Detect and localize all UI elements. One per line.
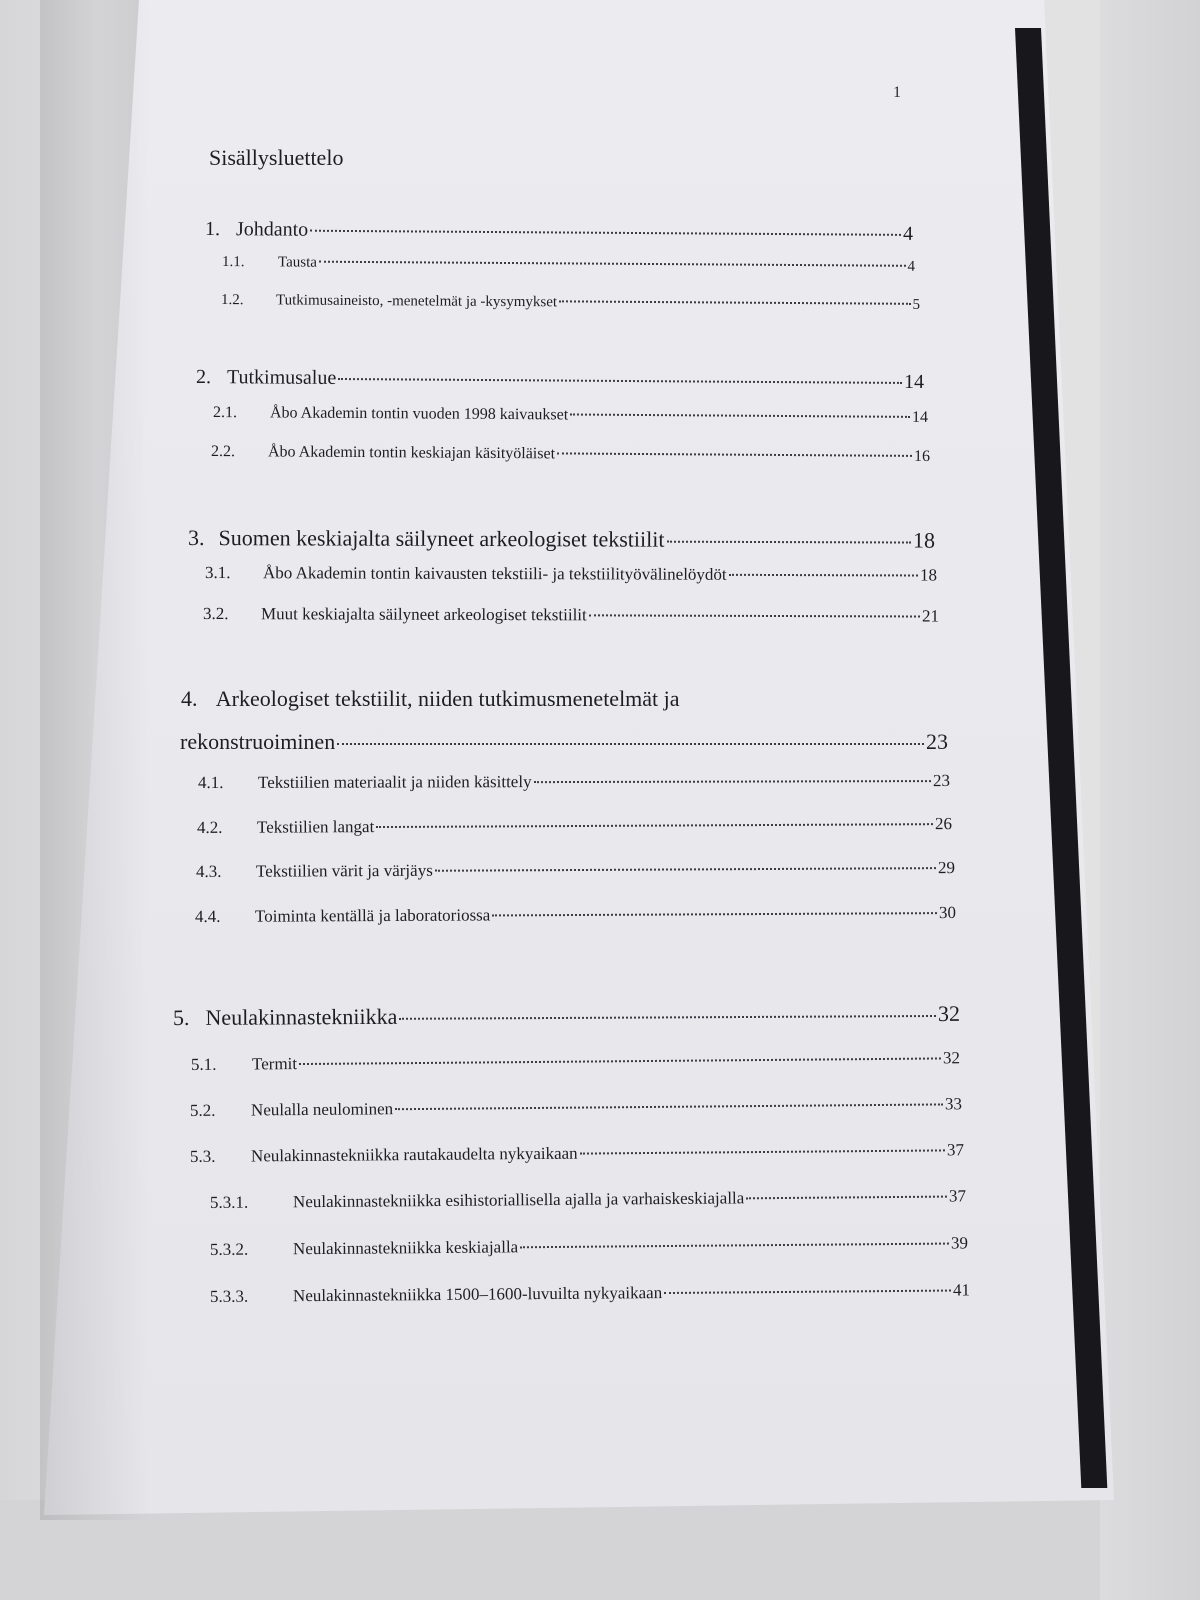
back-cover-area <box>1100 0 1200 1600</box>
toc-leader-dots <box>310 230 901 236</box>
toc-entry-title: Åbo Akademin tontin keskiajan käsityöläiset <box>267 443 556 463</box>
toc-leader-dots <box>395 1103 943 1110</box>
toc-entry-number: 4. <box>181 686 198 711</box>
toc-entry-page: 32 <box>942 1048 961 1068</box>
toc-entry-title: Johdanto <box>235 218 309 241</box>
toc-entry-page: 30 <box>938 903 957 923</box>
toc-leader-dots <box>337 743 924 745</box>
toc-entry-title: Neulakinnastekniikka esihistoriallisella ajalla ja varhaiskeskiajalla <box>292 1188 745 1212</box>
table-surface <box>0 1500 1200 1600</box>
toc-entry-title: Tutkimusaineisto, -menetelmät ja -kysymykset <box>275 292 558 311</box>
toc-entry-page: 37 <box>946 1140 965 1160</box>
toc-entry-page: 14 <box>911 408 929 426</box>
toc-leader-dots <box>729 574 918 577</box>
toc-entry-5 <box>173 1001 960 1031</box>
toc-entry-page: 21 <box>921 606 940 626</box>
toc-entry-number: 1.1. <box>221 254 245 271</box>
toc-entry-number: 5.3. <box>189 1146 216 1166</box>
toc-leader-dots <box>319 261 906 267</box>
toc-leader-dots <box>589 614 920 617</box>
toc-leader-dots <box>376 823 933 828</box>
toc-entry-4-line1 <box>181 686 680 712</box>
toc-entry-number: 1.2. <box>220 292 244 309</box>
toc-entry-page: 18 <box>919 565 938 585</box>
toc-entry-title: Neulakinnastekniikka keskiajalla <box>292 1237 519 1259</box>
toc-entry-title: Neulalla neulominen <box>250 1099 394 1120</box>
toc-leader-dots <box>299 1057 941 1065</box>
toc-entry-title: Toiminta kentällä ja laboratoriossa <box>254 905 491 926</box>
toc-entry-page: 41 <box>952 1280 971 1300</box>
toc-entry-title: Tekstiilien värit ja värjäys <box>255 860 433 881</box>
toc-entry-page: 4 <box>902 222 914 245</box>
toc-entry-title: Neulakinnastekniikka 1500–1600-luvuilta nykyaikaan <box>292 1283 663 1306</box>
toc-entry-number: 5.3.3. <box>209 1286 249 1306</box>
toc-entry-title: Tausta <box>277 254 317 271</box>
toc-entry-title: Åbo Akademin tontin vuoden 1998 kaivaukset <box>269 404 569 424</box>
toc-entry-page: 16 <box>913 447 931 466</box>
page-number: 1 <box>893 84 901 101</box>
toc-entry-page: 32 <box>937 1000 961 1026</box>
toc-entry-number: 3.2. <box>202 604 229 624</box>
toc-entry-number: 4.3. <box>195 861 222 881</box>
toc-entry-title: Termit <box>251 1054 298 1074</box>
toc-entry-number: 2.1. <box>212 404 238 422</box>
toc-leader-dots <box>746 1196 947 1200</box>
toc-entry-title: Tekstiilien langat <box>256 817 375 837</box>
toc-entry-4-4 <box>195 903 956 927</box>
toc-entry-page: 14 <box>903 370 925 394</box>
toc-leader-dots <box>667 541 911 544</box>
toc-entry-title-continued: rekonstruoiminen <box>180 729 336 754</box>
toc-entry-page: 33 <box>944 1094 963 1114</box>
toc-entry-4-1 <box>198 771 950 793</box>
page-title: Sisällysluettelo <box>209 145 344 170</box>
toc-entry-number: 4.4. <box>194 906 221 926</box>
toc-entry-number: 2. <box>195 366 212 389</box>
toc-entry-number: 1. <box>204 218 221 241</box>
toc-leader-dots <box>399 1015 936 1020</box>
toc-entry-number: 2.2. <box>210 443 236 461</box>
toc-leader-dots <box>559 300 910 304</box>
toc-entry-number: 5.2. <box>189 1100 216 1120</box>
toc-entry-page: 5 <box>912 296 921 313</box>
toc-entry-3-2 <box>203 604 939 627</box>
toc-entry-number: 5.3.2. <box>209 1239 249 1259</box>
toc-entry-page: 39 <box>950 1233 969 1253</box>
toc-leader-dots <box>435 867 936 872</box>
toc-entry-number: 4.2. <box>196 817 223 837</box>
toc-entry-4 <box>180 729 948 755</box>
toc-entry-number: 4.1. <box>197 772 224 792</box>
toc-leader-dots <box>570 413 910 417</box>
toc-entry-number: 3. <box>187 525 205 551</box>
toc-entry-title: Neulakinnastekniikka rautakaudelta nykyaikaan <box>250 1143 578 1166</box>
toc-leader-dots <box>520 1243 949 1249</box>
toc-entry-title: Muut keskiajalta säilyneet arkeologiset tekstiilit <box>260 604 587 625</box>
toc-entry-title: Neulakinnastekniikka <box>205 1003 398 1030</box>
toc-entry-page: 4 <box>907 258 916 275</box>
toc-leader-dots <box>534 780 931 783</box>
toc-entry-title: Suomen keskiajalta säilyneet arkeologiset tekstiilit <box>218 525 665 552</box>
toc-entry-3-1 <box>205 563 937 586</box>
toc-entry-4-2 <box>197 814 952 838</box>
toc-entry-page: 26 <box>934 814 953 834</box>
toc-entry-title: Åbo Akademin tontin kaivausten tekstiili- ja tekstiilityövälinelöydöt <box>262 563 727 584</box>
spine-shadow <box>40 0 150 1520</box>
toc-entry-page: 29 <box>937 858 956 878</box>
toc-entry-page: 18 <box>912 527 936 553</box>
toc-entry-title: Tekstiilien materiaalit ja niiden käsittely <box>257 772 532 792</box>
toc-entry-number: 5. <box>172 1004 190 1030</box>
toc-leader-dots <box>338 378 902 384</box>
toc-entry-number: 5.1. <box>190 1054 217 1074</box>
toc-entry-4-3 <box>196 858 955 882</box>
toc-leader-dots <box>664 1290 951 1295</box>
toc-entry-title: Arkeologiset tekstiilit, niiden tutkimusmenetelmät ja <box>215 686 680 711</box>
toc-entry-page: 23 <box>932 771 951 791</box>
toc-entry-title: Tutkimusalue <box>226 366 337 389</box>
toc-entry-number: 3.1. <box>204 563 231 583</box>
toc-leader-dots <box>492 912 937 916</box>
toc-entry-3 <box>188 525 935 554</box>
toc-entry-page: 23 <box>926 729 948 754</box>
toc-entry-number: 5.3.1. <box>209 1192 249 1212</box>
toc-entry-page: 37 <box>948 1186 967 1206</box>
toc-leader-dots <box>580 1149 945 1154</box>
toc-leader-dots <box>557 452 912 456</box>
